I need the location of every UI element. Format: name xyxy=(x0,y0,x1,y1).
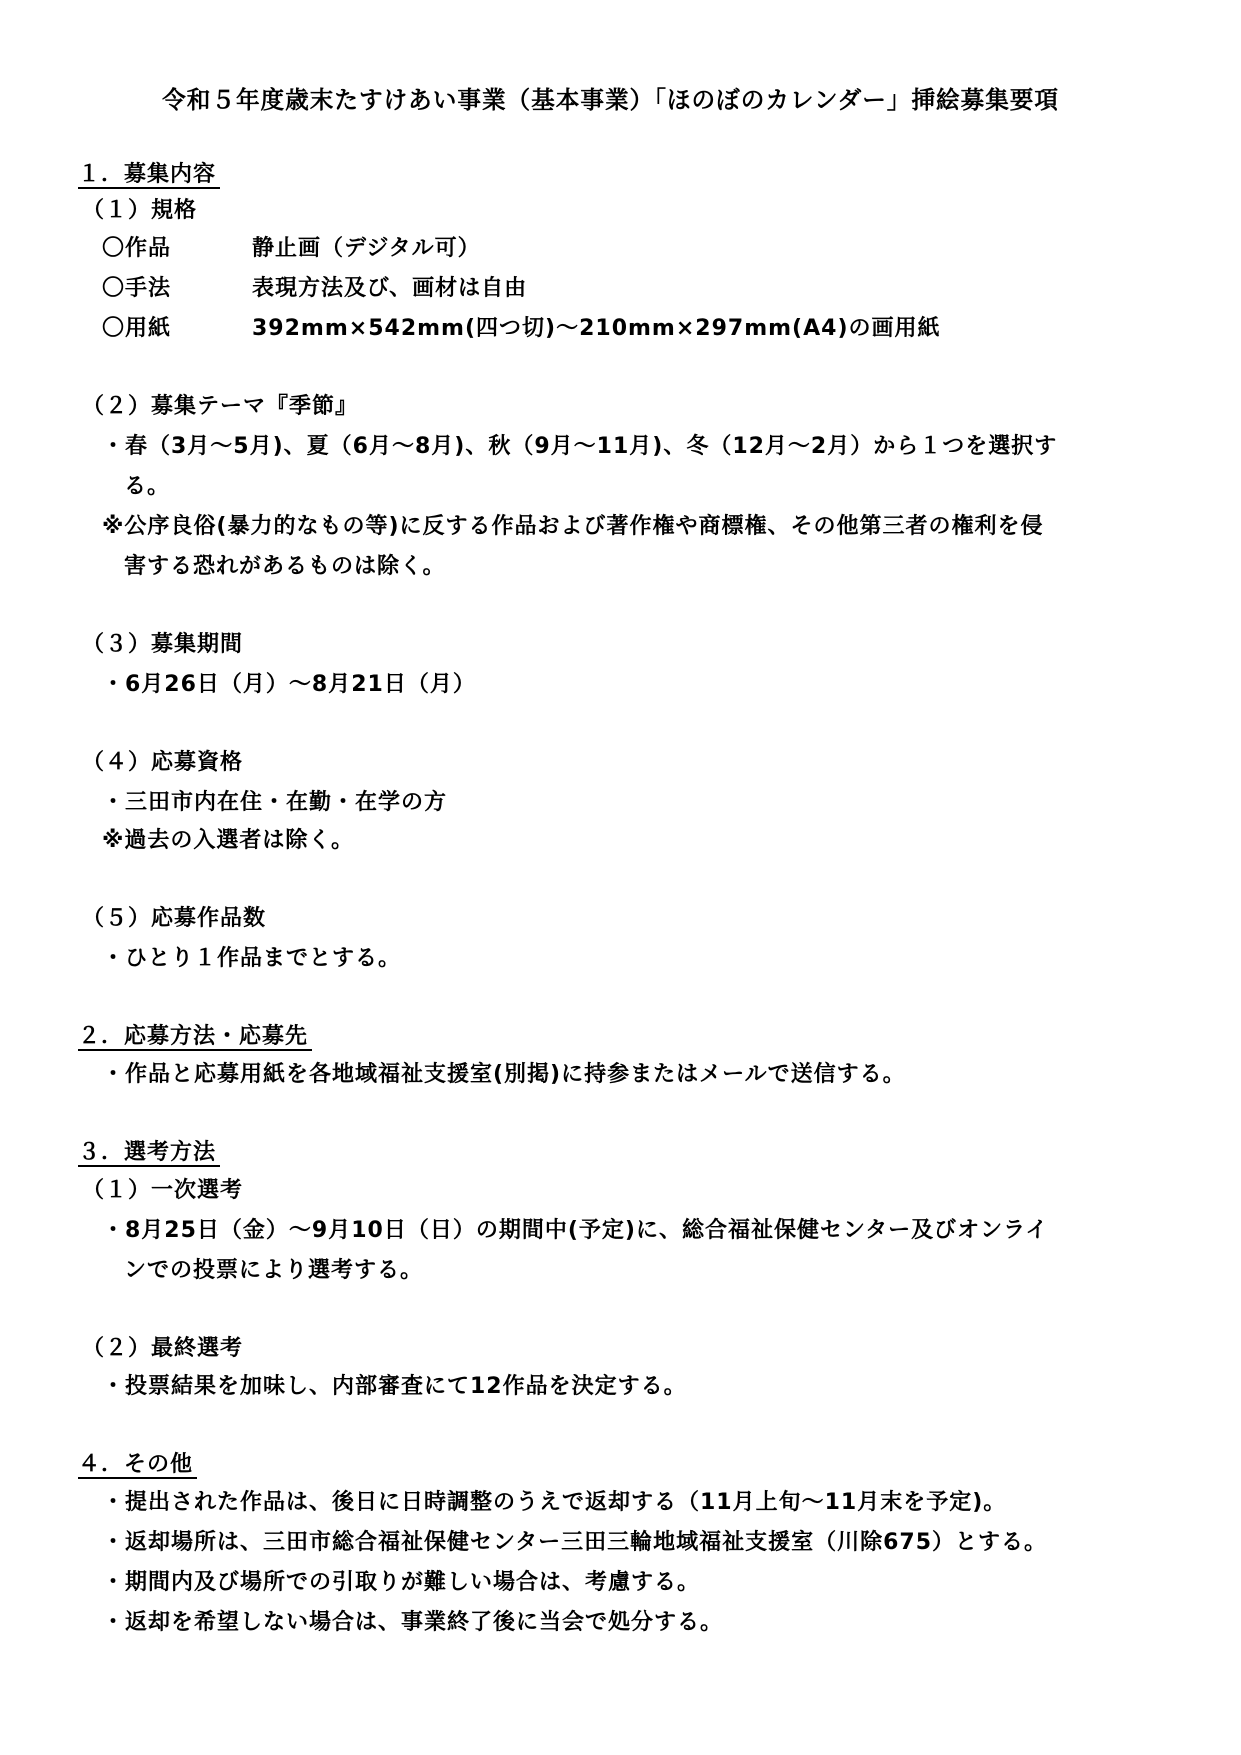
count-text: ・ひとり１作品までとする。 xyxy=(102,946,402,971)
spec-value: 表現方法及び、画材は自由 xyxy=(252,276,528,301)
application-text: ・作品と応募用紙を各地域福祉支援室(別掲)に持参またはメールで送信する。 xyxy=(102,1062,906,1087)
final-selection-subheading: （２）最終選考 xyxy=(82,1336,244,1361)
theme-subheading: （２）募集テーマ『季節』 xyxy=(82,394,359,419)
other-item: ・返却場所は、三田市総合福祉保健センター三田三輪地域福祉支援室（川除675）とする。 xyxy=(102,1530,1048,1555)
section-4-heading: ４．その他 xyxy=(78,1452,197,1479)
section-3-heading: ３．選考方法 xyxy=(78,1140,220,1167)
spec-row-paper xyxy=(102,314,941,344)
qualification-note: ※過去の入選者は除く。 xyxy=(102,828,354,853)
other-item: ・提出された作品は、後日に日時調整のうえで返却する（11月上旬～11月末を予定)。 xyxy=(102,1490,1007,1515)
section-1-heading: １．募集内容 xyxy=(78,162,220,189)
spec-subheading: （１）規格 xyxy=(82,198,198,223)
section-4-heading-row xyxy=(78,1450,197,1480)
theme-note-line-1: ※公序良俗(暴力的なもの等)に反する作品および著作権や商標権、その他第三者の権利を侵 xyxy=(102,514,1044,539)
section-2-heading: ２．応募方法・応募先 xyxy=(78,1024,312,1051)
spec-label: 〇手法 xyxy=(102,276,172,301)
other-item: ・返却を希望しない場合は、事業終了後に当会で処分する。 xyxy=(102,1610,724,1635)
count-subheading: （５）応募作品数 xyxy=(82,906,267,931)
period-subheading: （３）募集期間 xyxy=(82,632,244,657)
section-2-heading-row xyxy=(78,1022,312,1052)
document-title: 令和５年度歳末たすけあい事業（基本事業）「ほのぼのカレンダー」挿絵募集要項 xyxy=(162,86,1059,114)
spec-row-work xyxy=(102,234,481,264)
qualification-subheading: （４）応募資格 xyxy=(82,750,244,775)
first-selection-subheading: （１）一次選考 xyxy=(82,1178,244,1203)
theme-note-line-2: 害する恐れがあるものは除く。 xyxy=(124,554,446,579)
theme-text-line-2: る。 xyxy=(124,474,171,499)
section-1-heading-row xyxy=(78,160,220,190)
period-text: ・6月26日（月）～8月21日（月） xyxy=(102,672,476,697)
spec-row-method xyxy=(102,274,527,304)
final-selection-text: ・投票結果を加味し、内部審査にて12作品を決定する。 xyxy=(102,1374,687,1399)
first-selection-line-1: ・8月25日（金）～9月10日（日）の期間中(予定)に、総合福祉保健センター及びオンライ xyxy=(102,1218,1049,1243)
spec-value: 静止画（デジタル可） xyxy=(252,236,481,261)
section-3-heading-row xyxy=(78,1138,220,1168)
theme-text-line-1: ・春（3月～5月)、夏（6月～8月)、秋（9月～11月)、冬（12月～2月）から１つを選択す xyxy=(102,434,1058,459)
spec-value: 392mm×542mm(四つ切)～210mm×297mm(A4)の画用紙 xyxy=(252,316,941,341)
first-selection-line-2: ンでの投票により選考する。 xyxy=(124,1258,424,1283)
spec-label: 〇用紙 xyxy=(102,316,172,341)
qualification-text: ・三田市内在住・在勤・在学の方 xyxy=(102,790,448,815)
spec-label: 〇作品 xyxy=(102,236,172,261)
other-item: ・期間内及び場所での引取りが難しい場合は、考慮する。 xyxy=(102,1570,701,1595)
